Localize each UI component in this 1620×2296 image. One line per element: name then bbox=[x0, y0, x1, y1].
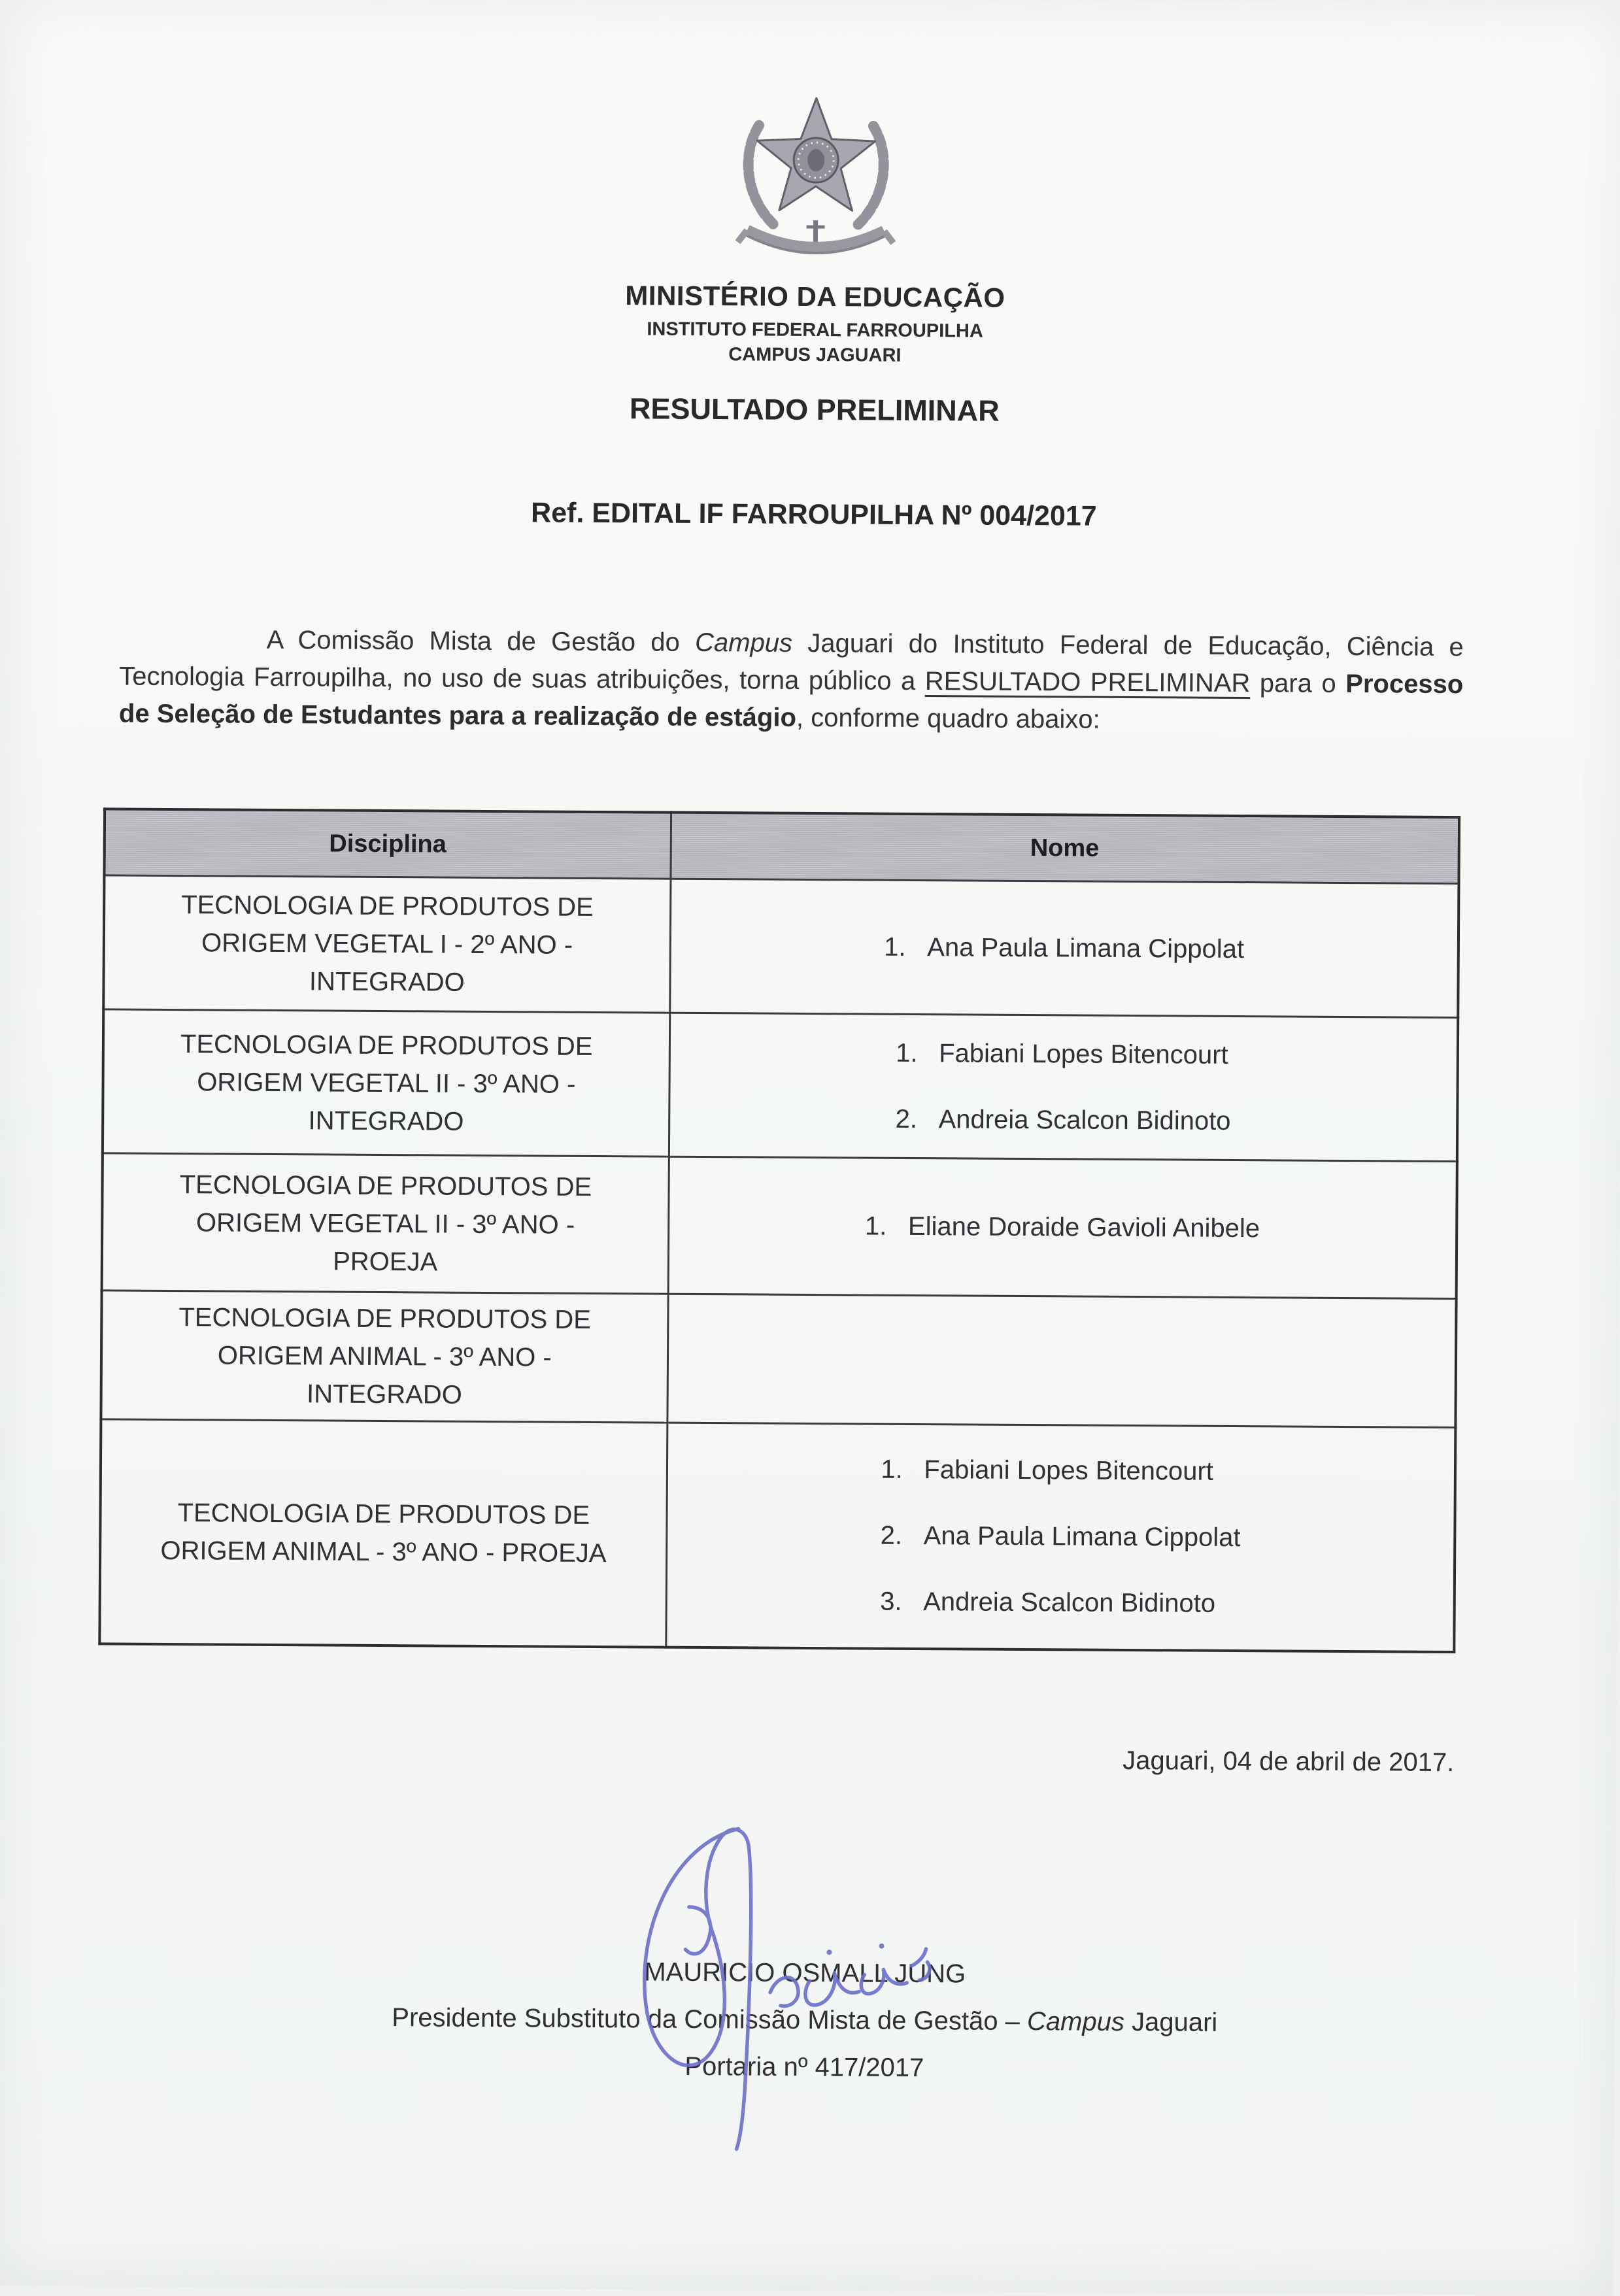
disciplina-line: TECNOLOGIA DE PRODUTOS DE bbox=[123, 1165, 648, 1206]
signer-title-text: Presidente Substituto da Comissão Mista de Gestão – bbox=[392, 2003, 1027, 2036]
nome-cell bbox=[669, 1013, 1458, 1161]
ordinance-number: Portaria nº 417/2017 bbox=[0, 2048, 1614, 2087]
rank-number: 1. bbox=[881, 1455, 907, 1485]
rank-number: 2. bbox=[881, 1521, 907, 1551]
coat-of-arms-icon bbox=[711, 65, 921, 282]
table-header-row bbox=[105, 809, 1460, 883]
rank-number: 1. bbox=[884, 932, 910, 962]
candidate-entry bbox=[865, 1212, 1260, 1244]
institute-name: INSTITUTO FEDERAL FARROUPILHA bbox=[5, 314, 1620, 346]
candidate-name: Andreia Scalcon Bidinoto bbox=[923, 1587, 1215, 1619]
candidate-entry bbox=[881, 1521, 1241, 1553]
candidate-name: Andreia Scalcon Bidinoto bbox=[938, 1105, 1230, 1136]
disciplina-cell bbox=[101, 1291, 667, 1423]
candidate-name: Ana Paula Limana Cippolat bbox=[924, 1521, 1241, 1553]
disciplina-line: INTEGRADO bbox=[124, 1100, 649, 1141]
column-header-disciplina: Disciplina bbox=[105, 809, 671, 879]
disciplina-line: INTEGRADO bbox=[122, 1374, 647, 1415]
disciplina-line: ORIGEM VEGETAL II - 3º ANO - bbox=[124, 1062, 649, 1104]
disciplina-line: ORIGEM VEGETAL I - 2º ANO - bbox=[125, 924, 650, 965]
disciplina-line: TECNOLOGIA DE PRODUTOS DE bbox=[121, 1493, 646, 1534]
nome-cell bbox=[669, 879, 1459, 1017]
candidate-name: Fabiani Lopes Bitencourt bbox=[924, 1455, 1213, 1487]
table-row bbox=[99, 1419, 1455, 1652]
date-line: Jaguari, 04 de abril de 2017. bbox=[112, 1740, 1454, 1778]
candidate-entry bbox=[895, 1104, 1230, 1136]
ministry-title: MINISTÉRIO DA EDUCAÇÃO bbox=[5, 276, 1620, 317]
nome-cell-empty bbox=[667, 1294, 1456, 1427]
candidate-name: Ana Paula Limana Cippolat bbox=[927, 933, 1244, 964]
intro-paragraph bbox=[119, 621, 1464, 741]
nome-cell bbox=[668, 1156, 1457, 1298]
document-title: RESULTADO PRELIMINAR bbox=[5, 388, 1620, 431]
table-row bbox=[103, 1009, 1458, 1162]
campus-italic: Campus bbox=[1027, 2007, 1124, 2036]
disciplina-line: ORIGEM VEGETAL II - 3º ANO - bbox=[123, 1203, 648, 1244]
rank-number: 1. bbox=[865, 1212, 891, 1241]
candidate-entry bbox=[896, 1038, 1231, 1070]
table-row bbox=[102, 1153, 1457, 1299]
candidate-entry bbox=[880, 1587, 1240, 1619]
table-row bbox=[101, 1291, 1456, 1428]
disciplina-line: TECNOLOGIA DE PRODUTOS DE bbox=[124, 1024, 649, 1066]
disciplina-cell bbox=[103, 1009, 669, 1156]
signer-name: MAURICIO OSMALL JUNG bbox=[0, 1953, 1615, 1993]
disciplina-line: TECNOLOGIA DE PRODUTOS DE bbox=[122, 1298, 647, 1340]
signer-title bbox=[0, 2001, 1615, 2040]
underlined-phrase: RESULTADO PRELIMINAR bbox=[925, 667, 1251, 698]
rank-number: 1. bbox=[896, 1038, 922, 1068]
results-table bbox=[98, 807, 1460, 1653]
disciplina-line: ORIGEM ANIMAL - 3º ANO - bbox=[122, 1336, 647, 1377]
disciplina-cell bbox=[103, 875, 670, 1013]
disciplina-line: ORIGEM ANIMAL - 3º ANO - PROEJA bbox=[121, 1531, 646, 1572]
candidate-name: Eliane Doraide Gavioli Anibele bbox=[908, 1212, 1260, 1243]
candidate-name: Fabiani Lopes Bitencourt bbox=[939, 1039, 1228, 1070]
edital-reference: Ref. EDITAL IF FARROUPILHA Nº 004/2017 bbox=[4, 494, 1620, 535]
paragraph-text: Jaguari do Instituto Federal de Educação, Ciência e Tecnologia Farroupilha, no uso de suas atribuições, torna público a bbox=[119, 629, 1464, 696]
signer-title-text: Jaguari bbox=[1124, 2008, 1218, 2037]
disciplina-cell bbox=[99, 1419, 667, 1647]
column-header-nome: Nome bbox=[671, 813, 1460, 884]
disciplina-line: TECNOLOGIA DE PRODUTOS DE bbox=[125, 886, 650, 927]
candidate-entry bbox=[881, 1455, 1241, 1487]
candidate-entry bbox=[884, 932, 1244, 964]
table-row bbox=[103, 875, 1459, 1018]
disciplina-line: INTEGRADO bbox=[124, 962, 649, 1003]
disciplina-cell bbox=[102, 1153, 669, 1294]
rank-number: 2. bbox=[895, 1104, 921, 1134]
paragraph-text: para o bbox=[1250, 669, 1345, 698]
rank-number: 3. bbox=[880, 1587, 906, 1617]
campus-name: CAMPUS JAGUARI bbox=[5, 339, 1620, 371]
paragraph-text: A Comissão Mista de Gestão do bbox=[267, 626, 696, 657]
disciplina-line: PROEJA bbox=[123, 1241, 648, 1282]
paragraph-text: , conforme quadro abaixo: bbox=[796, 703, 1100, 734]
campus-italic: Campus bbox=[695, 628, 792, 658]
bold-phrase: Processo de Seleção de Estudantes para a realização de estágio bbox=[119, 669, 1464, 732]
nome-cell bbox=[666, 1423, 1455, 1651]
